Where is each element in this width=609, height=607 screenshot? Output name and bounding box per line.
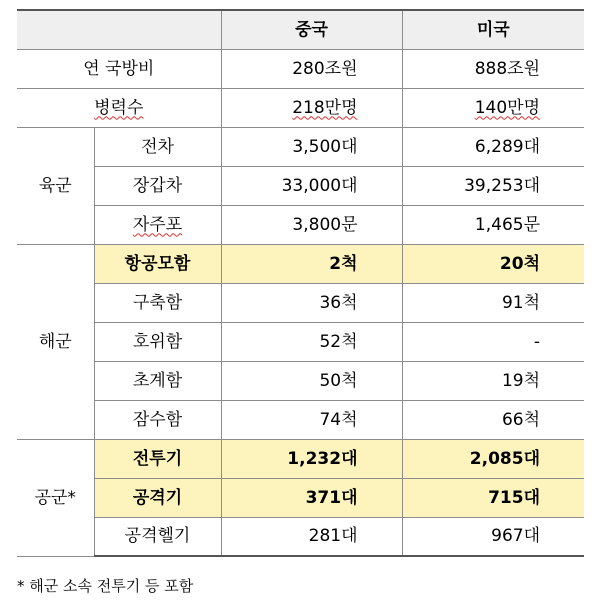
- china-value: 50척: [221, 361, 402, 400]
- row-label: 공격기: [94, 478, 221, 517]
- china-value: 74척: [221, 400, 402, 439]
- row-label: 자주포: [94, 205, 221, 244]
- row-label: 전차: [94, 127, 221, 166]
- usa-value: 715대: [402, 478, 584, 517]
- header-china: 중국: [221, 10, 402, 49]
- china-value: 52척: [221, 322, 402, 361]
- table-row: [17, 205, 584, 244]
- header-row: [17, 10, 584, 49]
- header-usa: 미국: [402, 10, 584, 49]
- table-row: [17, 361, 584, 400]
- row-label: 장갑차: [94, 166, 221, 205]
- usa-value: 888조원: [402, 49, 584, 88]
- row-label: 초계함: [94, 361, 221, 400]
- china-value: 2척: [221, 244, 402, 283]
- usa-value: 20척: [402, 244, 584, 283]
- china-value: 280조원: [221, 49, 402, 88]
- table-row: [17, 283, 584, 322]
- group-label-army: 육군: [17, 127, 94, 244]
- table-row: [17, 322, 584, 361]
- table-row: [17, 478, 584, 517]
- usa-value: 66척: [402, 400, 584, 439]
- china-value: 371대: [221, 478, 402, 517]
- usa-value: 967대: [402, 517, 584, 556]
- header-blank-cell: [17, 10, 221, 49]
- china-value: 3,800문: [221, 205, 402, 244]
- group-label-navy: 해군: [17, 244, 94, 439]
- row-label: 잠수함: [94, 400, 221, 439]
- china-value: 33,000대: [221, 166, 402, 205]
- row-label: 호위함: [94, 322, 221, 361]
- usa-value: 19척: [402, 361, 584, 400]
- comparison-table: [17, 9, 584, 557]
- table-row: [17, 166, 584, 205]
- china-value: 36척: [221, 283, 402, 322]
- china-value: 1,232대: [221, 439, 402, 478]
- row-label: 공격헬기: [94, 517, 221, 556]
- china-value: 281대: [221, 517, 402, 556]
- table-row: [17, 49, 584, 88]
- table-row: [17, 517, 584, 556]
- usa-value: 91척: [402, 283, 584, 322]
- table-row: [17, 439, 584, 478]
- group-label-air: 공군*: [17, 439, 94, 556]
- row-label: 구축함: [94, 283, 221, 322]
- usa-value: 1,465문: [402, 205, 584, 244]
- china-value: 218만명: [221, 88, 402, 127]
- row-label: 전투기: [94, 439, 221, 478]
- table-row: [17, 244, 584, 283]
- table-row: [17, 127, 584, 166]
- row-label: 항공모함: [94, 244, 221, 283]
- usa-value: 6,289대: [402, 127, 584, 166]
- row-label: 연 국방비: [17, 49, 221, 88]
- china-value: 3,500대: [221, 127, 402, 166]
- usa-value: -: [402, 322, 584, 361]
- footnote: * 해군 소속 전투기 등 포함: [17, 577, 194, 595]
- usa-value: 2,085대: [402, 439, 584, 478]
- table-row: [17, 88, 584, 127]
- usa-value: 39,253대: [402, 166, 584, 205]
- table-row: [17, 400, 584, 439]
- row-label: 병력수: [17, 88, 221, 127]
- usa-value: 140만명: [402, 88, 584, 127]
